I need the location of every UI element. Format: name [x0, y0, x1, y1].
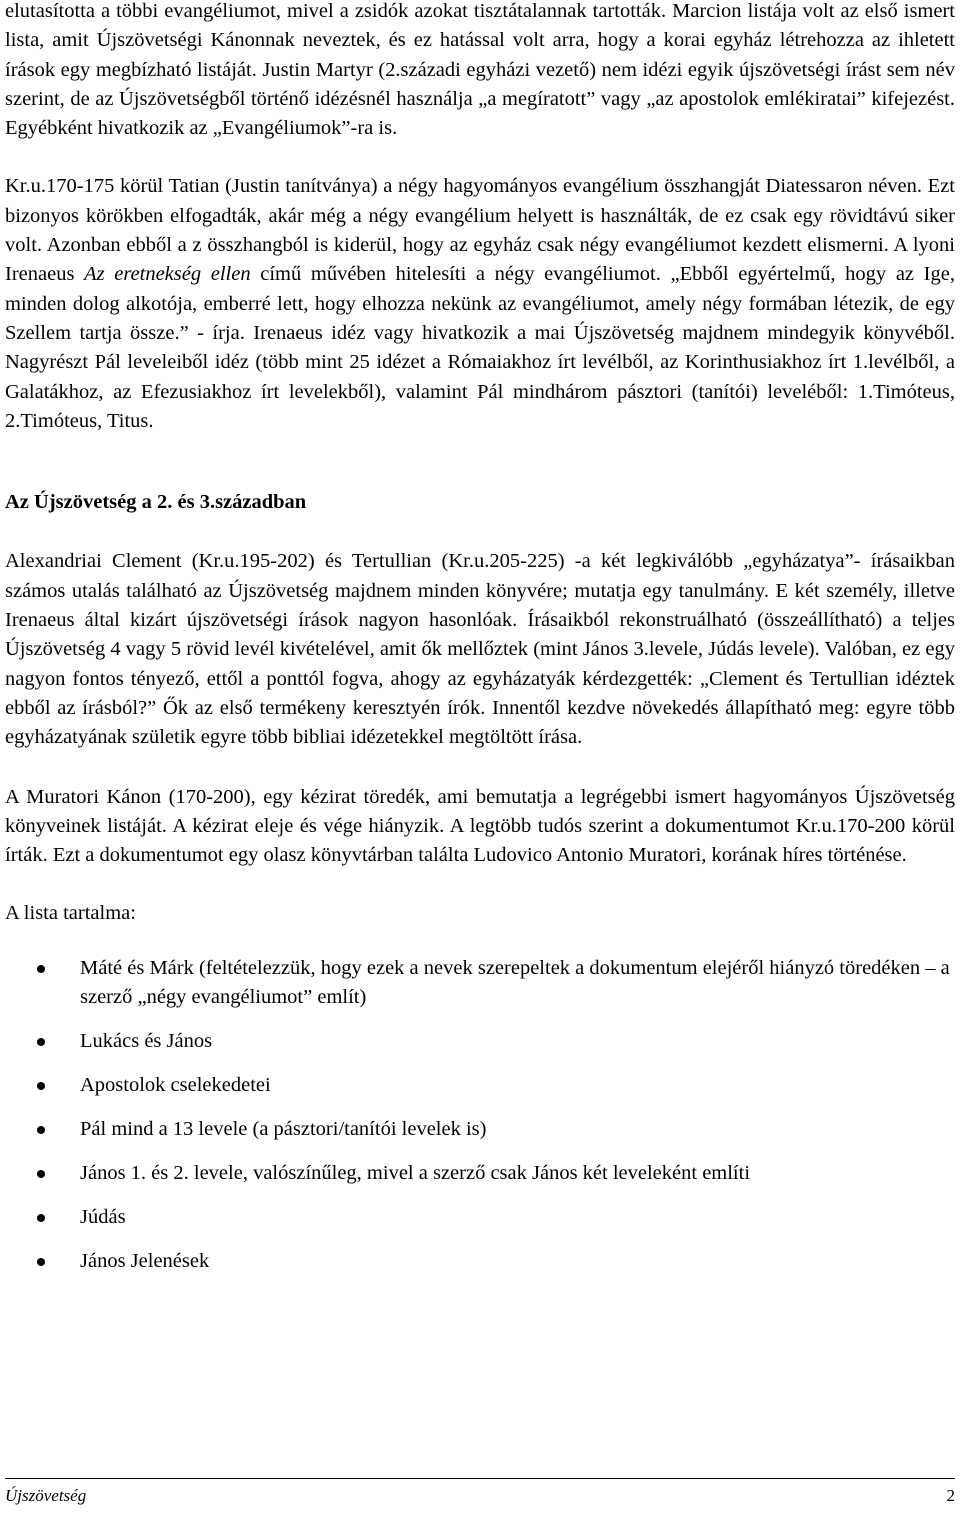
paragraph-marcion-justin: elutasította a többi evangéliumot, mivel a zsidók azokat tisztátalannak tartották. Marcion listája volt az első ismert lista, amit Újszövetségi Kánonnak neveztek, és ez hatással volt arra, hogy a korai egyház létrehozza az ihletett írások egy megbízható listáját. Justin Martyr (2.századi egyházi vezető) nem idézi egyik újszövetségi írást sem név szerint, de az Újszövetségből történő idézésnél használja „a megíratott” vagy „az apostolok emlékiratai” kifejezést. Egyébként hivatkozik az „Evangéliumok”-ra is.	[5, 0, 955, 140]
list-item-text: Apostolok cselekedetei	[80, 1073, 271, 1096]
list-item-text: János 1. és 2. levele, valószínűleg, mivel a szerző csak János két leveleként említi	[80, 1161, 751, 1184]
page-number: 2	[946, 1486, 955, 1505]
bullet-icon	[37, 1038, 45, 1046]
bullet-icon	[37, 1214, 45, 1222]
paragraph-tatian-irenaeus	[5, 172, 955, 436]
list-item-text: Máté és Márk (feltételezzük, hogy ezek a nevek szerepeltek a dokumentum elejéről hiányzó töredéken – a szerző „négy evangéliumot” említ)	[80, 956, 950, 1009]
paragraph-irenaeus-text: című művében hitelesíti a négy evangéliumot. „Ebből egyértelmű, hogy az Ige, minden dolog alkotója, emberré lett, hogy elhozza nekünk az evangéliumot, amely négy formában létezik, de egy Szellem tartja össze.” - írja. Irenaeus idéz vagy hivatkozik a mai Újszövetség majdnem mindegyik könyvéből. Nagyrészt Pál leveleiből idéz (több mint 25 idézet a Rómaiakhoz írt levélből, az Korinthusiakhoz írt 1.levélből, a Galatákhoz, az Efezusiakhoz írt levelekből), valamint Pál mindhárom pásztori (tanítói) leveléből: 1.Timóteus, 2.Timóteus, Titus.	[5, 263, 955, 432]
canon-list	[5, 954, 955, 1277]
list-item-text: Júdás	[80, 1205, 126, 1228]
paragraph-muratori-canon: A Muratori Kánon (170-200), egy kézirat töredék, ami bemutatja a legrégebbi ismert hagyományos Újszövetség könyveinek listáját. A kézirat eleje és vége hiányzik. A legtöbb tudós szerint a dokumentumot Kr.u.170-200 körül írták. Ezt a dokumentumot egy olasz könyvtárban találta Ludovico Antonio Muratori, korának híres történése.	[5, 785, 955, 867]
list-item	[5, 954, 955, 1013]
list-item	[5, 1115, 955, 1144]
list-item-text: János Jelenések	[80, 1249, 210, 1272]
bullet-icon	[37, 1170, 45, 1178]
list-item-text: Pál mind a 13 levele (a pásztori/tanítói levelek is)	[80, 1117, 487, 1140]
list-item-text: Lukács és János	[80, 1030, 213, 1052]
list-item	[5, 1159, 955, 1188]
bullet-icon	[37, 1258, 45, 1266]
list-item	[5, 1247, 955, 1276]
bullet-icon	[37, 1082, 45, 1090]
page-footer	[5, 1478, 955, 1513]
paragraph-list-intro: A lista tartalma:	[5, 902, 136, 925]
list-item	[5, 1203, 955, 1232]
paragraph-tatian-text: Kr.u.170-175 körül Tatian (Justin tanítványa) a négy hagyományos evangélium összhangját Diatessaron néven. Ezt bizonyos körökben elfogadták, akár még a négy evangélium helyett is használták, de ez csak egy rövidtávú siker volt. Azonban ebből a z összhangból is kiderül, hogy az egyház csak négy evangéliumot kezdett elismerni. A lyoni Irenaeus	[5, 175, 955, 286]
bullet-icon	[37, 965, 45, 973]
footer-document-title: Újszövetség	[5, 1486, 87, 1505]
document-page	[5, 0, 955, 1291]
list-item	[5, 1071, 955, 1100]
book-title-italic: Az eretnekség ellen	[84, 263, 251, 286]
paragraph-clement-tertullian: Alexandriai Clement (Kr.u.195-202) és Tertullian (Kr.u.205-225) -a két legkiválóbb „egyházatya”- írásaikban számos utalás található az Újszövetség majdnem minden könyvére; mutatja egy tanulmány. E két személy, illetve Irenaeus által kizárt újszövetségi írások nagyon hasonlóak. Írásaikból rekonstruálható (összeállítható) a teljes Újszövetség 4 vagy 5 rövid levél kivételével, amit ők mellőztek (mint János 3.levele, Júdás levele). Valóban, ez egy nagyon fontos tényező, ettől a ponttól fogva, ahogy az egyházatyák kérdezgették: „Clement és Tertullian idéztek ebből az írásból?” Ők az első termékeny keresztyén írók. Innentől kezdve növekedés állapítható meg: egyre több egyházatyának születik egyre több bibliai idézetekkel megtöltött írása.	[5, 550, 955, 749]
list-item	[5, 1027, 955, 1056]
bullet-icon	[37, 1126, 45, 1134]
section-heading: Az Újszövetség a 2. és 3.században	[5, 491, 307, 514]
